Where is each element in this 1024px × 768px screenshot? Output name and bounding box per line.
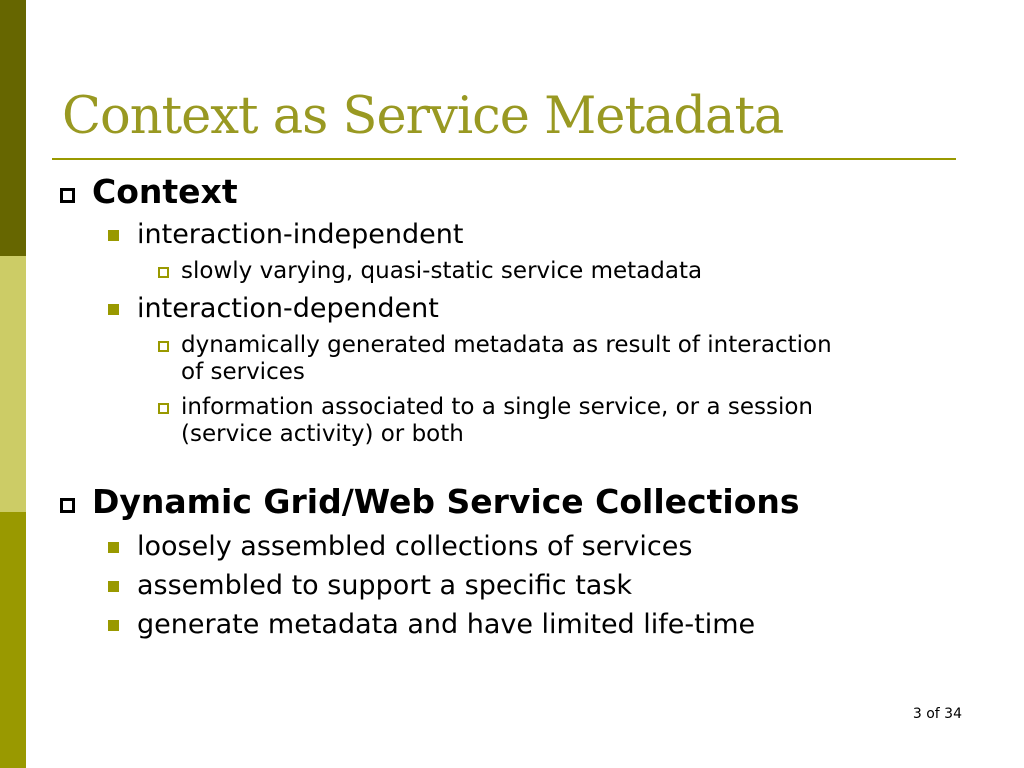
- list-item: loosely assembled collections of services: [137, 531, 693, 562]
- filled-square-bullet-icon: [108, 304, 119, 315]
- sub-item-text-line2: (service activity) or both: [181, 421, 464, 447]
- hollow-square-bullet-icon: [60, 188, 75, 203]
- filled-square-bullet-icon: [108, 542, 119, 553]
- small-hollow-square-bullet-icon: [158, 267, 169, 278]
- list-item: assembled to support a specific task: [137, 570, 633, 601]
- sidebar-segment-dark: [0, 0, 26, 256]
- sidebar-decoration: [0, 0, 26, 768]
- filled-square-bullet-icon: [108, 620, 119, 631]
- title-underline: [52, 158, 956, 160]
- sidebar-segment-mid: [0, 512, 26, 768]
- section-heading-context: Context: [92, 172, 238, 211]
- sidebar-segment-light: [0, 256, 26, 512]
- small-hollow-square-bullet-icon: [158, 341, 169, 352]
- section-heading-collections: Dynamic Grid/Web Service Collections: [92, 482, 800, 521]
- sub-item-text: slowly varying, quasi-static service metadata: [181, 258, 703, 284]
- small-hollow-square-bullet-icon: [158, 403, 169, 414]
- sub-item-text-line2: of services: [181, 359, 305, 385]
- slide-title: Context as Service Metadata: [62, 87, 784, 146]
- filled-square-bullet-icon: [108, 230, 119, 241]
- hollow-square-bullet-icon: [60, 498, 75, 513]
- filled-square-bullet-icon: [108, 581, 119, 592]
- page-number: 3 of 34: [912, 706, 962, 722]
- sub-item-text-line1: information associated to a single service, or a session: [181, 394, 813, 420]
- list-item-interaction-dependent: interaction-dependent: [137, 293, 439, 324]
- list-item-interaction-independent: interaction-independent: [137, 219, 464, 250]
- list-item: generate metadata and have limited life-time: [137, 609, 756, 640]
- sub-item-text-line1: dynamically generated metadata as result of interaction: [181, 332, 832, 358]
